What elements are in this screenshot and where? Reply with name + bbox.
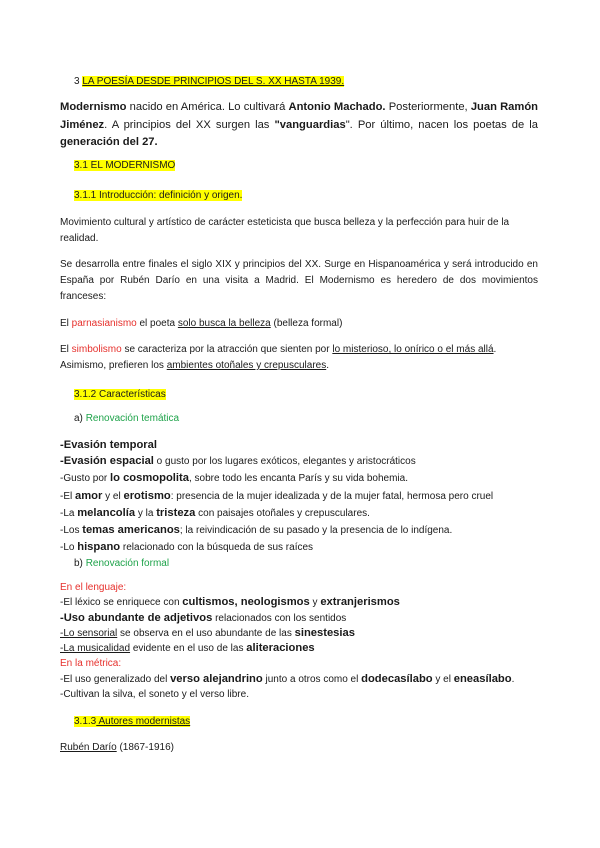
- formal-list: [60, 580, 538, 702]
- section-3-1-heading: [74, 158, 552, 174]
- item-text: , sobre todo les encanta París y su vida bohemia.: [188, 473, 408, 485]
- section-3-1-3-number: 3.1.3: [74, 716, 97, 727]
- item-underlined: -La musicalidad: [60, 643, 131, 655]
- intro-term-jimenez: Juan Ramón Jiménez: [60, 101, 539, 131]
- tematica-list: [60, 437, 538, 556]
- item-text: ; la reivindicación de su pasado y la presencia de lo indígena.: [179, 525, 453, 537]
- simbol-underlined-2: ambientes otoñales y crepusculares: [166, 360, 327, 371]
- sub-a-letter: a): [74, 413, 83, 424]
- list-item: [60, 672, 538, 687]
- item-bold: temas americanos: [82, 524, 180, 537]
- item-bold: -Evasión espacial: [60, 455, 154, 468]
- metrica-label: En la métrica:: [60, 658, 122, 670]
- parnas-text: el poeta: [136, 318, 178, 329]
- list-item: [60, 611, 538, 626]
- lenguaje-label: En el lenguaje:: [60, 582, 127, 593]
- definition-paragraph: Movimiento cultural y artístico de carácter esteticista que busca belleza y la perfección para huir de la realidad.: [60, 217, 510, 244]
- intro-paragraph: [60, 99, 538, 152]
- item-bold: extranjerismos: [320, 596, 400, 609]
- item-bold: -Evasión temporal: [60, 439, 157, 451]
- section-3-1-3-text: Autores modernistas: [96, 716, 191, 727]
- section-3-1-2-text: 3.1.2 Características: [74, 389, 166, 400]
- section-3-1-2-heading: [74, 387, 552, 403]
- intro-text: nacido en América. Lo cultivará: [126, 101, 289, 113]
- parnasianismo-line: [60, 316, 538, 332]
- item-bold: sinestesias: [294, 626, 355, 639]
- item-bold: amor: [75, 489, 103, 502]
- list-item: [60, 488, 538, 505]
- list-item: [60, 453, 538, 470]
- item-bold: dodecasílabo: [361, 672, 433, 685]
- item-bold: hispano: [77, 541, 121, 554]
- item-text: relacionado con la búsqueda de sus raíces: [120, 542, 314, 554]
- intro-text: ". Por último, nacen los poetas de la: [345, 118, 538, 131]
- sub-b-label: Renovación formal: [85, 558, 170, 569]
- item-text: : presencia de la mujer idealizada y de la mujer fatal, hermosa pero cruel: [170, 490, 494, 502]
- sub-b-letter: b): [74, 558, 83, 569]
- simbolismo-paragraph: [60, 342, 538, 374]
- list-item: [60, 470, 538, 487]
- item-text: o gusto por los lugares exóticos, elegantes y aristocráticos: [153, 456, 416, 468]
- simbol-text: . Asimismo, prefieren los: [60, 344, 497, 371]
- intro-text: Posteriormente,: [385, 101, 471, 113]
- simbol-text: se caracteriza por la atracción que sienten por: [121, 344, 333, 355]
- item-text: -Los: [60, 525, 83, 537]
- sub-b-heading: [74, 556, 552, 572]
- item-bold: verso alejandrino: [170, 672, 263, 685]
- item-bold: tristeza: [156, 506, 196, 519]
- list-item: [60, 626, 538, 641]
- item-text: -El: [60, 490, 75, 502]
- author-dates: (1867-1916): [116, 742, 174, 753]
- item-text: junto a otros como el: [262, 673, 362, 685]
- simbol-text: .: [326, 360, 330, 371]
- item-underlined: -Lo sensorial: [60, 627, 118, 639]
- item-text: -La: [60, 507, 78, 519]
- section-3-1-1-heading: [74, 188, 552, 204]
- item-bold: -Uso abundante de adjetivos: [60, 611, 213, 624]
- item-bold: erotismo: [123, 489, 171, 502]
- simbol-underlined-1: lo misterioso, lo onírico o el más allá: [332, 344, 494, 355]
- item-text: evidente en el uso de las: [130, 643, 247, 655]
- simbolismo-term: simbolismo: [71, 344, 122, 355]
- item-text: -Gusto por: [60, 473, 111, 485]
- item-text: se observa en el uso abundante de las: [117, 627, 295, 639]
- list-item: [60, 641, 538, 656]
- sub-a-heading: [74, 411, 552, 427]
- author-name: Rubén Darío: [60, 742, 117, 753]
- author-line: [60, 740, 538, 756]
- list-item: [60, 539, 538, 556]
- parnas-text: (belleza formal): [270, 318, 343, 329]
- list-item: [60, 437, 538, 453]
- chapter-title: [74, 74, 552, 90]
- item-bold: aliteraciones: [246, 642, 315, 655]
- chapter-title-text: LA POESÍA DESDE PRINCIPIOS DEL S. XX HASTA 1939.: [82, 76, 345, 87]
- parnas-text: El: [60, 318, 72, 329]
- simbol-text: El: [60, 344, 72, 355]
- item-bold: eneasílabo: [453, 672, 512, 685]
- item-bold: lo cosmopolita: [110, 472, 189, 485]
- section-3-1-3-heading: [74, 714, 552, 730]
- item-text: -Lo: [60, 542, 78, 554]
- section-3-1-1-text: 3.1.1 Introducción: definición y origen.: [74, 190, 243, 201]
- item-text: y el: [102, 490, 124, 502]
- intro-term-modernismo: Modernismo: [60, 101, 127, 113]
- item-text: .: [511, 673, 515, 685]
- parnas-underlined: solo busca la belleza: [177, 318, 271, 329]
- item-bold: melancolía: [77, 506, 136, 519]
- item-text: y la: [135, 507, 157, 519]
- item-text: -El léxico se enriquece con: [60, 597, 183, 609]
- item-text: relacionados con los sentidos: [212, 612, 347, 624]
- item-bold: cultismos, neologismos: [182, 596, 310, 609]
- item-text: y: [309, 597, 321, 609]
- list-item: [60, 595, 538, 610]
- intro-term-machado: Antonio Machado.: [288, 101, 386, 113]
- intro-term-gen27: generación del 27.: [60, 136, 158, 148]
- intro-text: . A principios del XX surgen las: [104, 118, 275, 131]
- section-3-1-text: 3.1 EL MODERNISMO: [74, 160, 176, 171]
- item-text: y el: [432, 673, 454, 685]
- chapter-number: 3: [74, 76, 80, 87]
- item-text: con paisajes otoñales y crepusculares.: [195, 507, 370, 519]
- parnasianismo-term: parnasianismo: [71, 318, 137, 329]
- origin-paragraph: Se desarrolla entre finales el siglo XIX y principios del XX. Surge en Hispanoamérica y será introducido en España por Rubén Darío en una visita a Madrid. El Modernismo es heredero de dos movimientos franceses:: [60, 259, 538, 302]
- list-item: -Cultivan la silva, el soneto y el verso libre.: [60, 689, 249, 701]
- list-item: [60, 522, 538, 539]
- item-text: -El uso generalizado del: [60, 673, 171, 685]
- intro-term-vanguardias: "vanguardias: [274, 118, 346, 131]
- list-item: [60, 505, 538, 522]
- sub-a-label: Renovación temática: [85, 413, 180, 424]
